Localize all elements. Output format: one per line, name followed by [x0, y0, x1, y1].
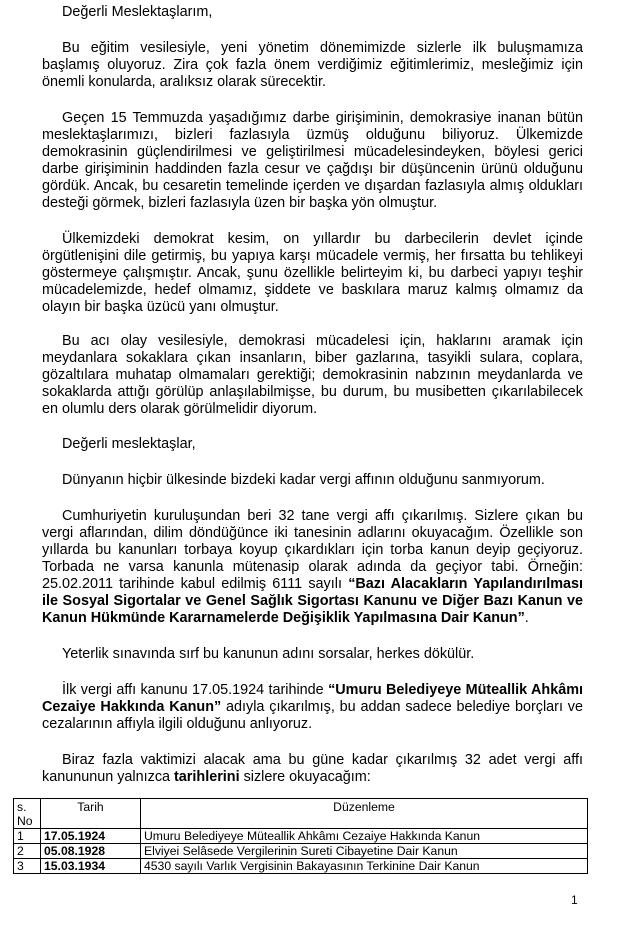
- paragraph-32-amnesties-end: .: [524, 610, 529, 626]
- row-description: 4530 sayılı Varlık Vergisinin Bakayasının Terkinine Dair Kanun: [141, 859, 588, 874]
- paragraph-coup-attempt: Geçen 15 Temmuzda yaşadığımız darbe girişiminin, demokrasiye inanan bütün meslektaşlarımızı, bizleri fazlasıyla üzmüş olduğunu biliyoruz. Ülkemizde demokrasinin güçlendirilmesi ve geliştirilmesi mücadelesindeyken, böylesi gerici darbe girişiminin haddinden fazla cesur ve çağdışı bir düşüncenin ürünü olduğunu gördük. Ancak, bu cesaretin temelinde içerden ve dışardan fazlasıyla almış oldukları desteği görmek, bizleri fazlasıyla üzen bir başka yön olmuştur.: [42, 110, 583, 211]
- paragraph-32-amnesties-text: Cumhuriyetin kuruluşundan beri 32 tane vergi affı çıkarılmış. Sizlere çıkan bu vergi aflarından, dilim döndüğünce iki tanesinin adlarını okuyacağım. Özellikle son yıllarda bu kanunları torbaya koyup çıkardıkları için torba kanun deyip geçiyoruz. Torbada ne varsa kanunla mütenasip olarak adında da geçiyor tabi. Örneğin: 25.02.2011 tarihinde kabul edilmiş 6111 sayılı: [42, 508, 583, 592]
- greeting-colleagues: Değerli meslektaşlar,: [62, 436, 196, 452]
- row-number: 3: [14, 859, 41, 874]
- paragraph-dates-intro: [42, 752, 583, 786]
- greeting: Değerli Meslektaşlarım,: [62, 4, 213, 20]
- table-header-row: [14, 799, 588, 829]
- paragraph-lesson: Bu acı olay vesilesiyle, demokrasi mücadelesi için, haklarını aramak için meydanlara sokaklara çıkan insanların, biber gazlarına, tasyikli sulara, coplara, gözaltılara muhatap olmamaları gerektiği; demokrasinin nabzının meydanlarda ve sokaklarda attığı görülüp anlaşılabilmişse, bu durum, bu musibetten çıkarılabilecek en olumlu ders olarak görülmelidir diyorum.: [42, 333, 583, 417]
- row-description: Elviyei Selâsede Vergilerinin Sureti Cibayetine Dair Kanun: [141, 844, 588, 859]
- row-date: 05.08.1928: [41, 844, 141, 859]
- row-date: 15.03.1934: [41, 859, 141, 874]
- emphasis-dates: tarihlerini: [174, 769, 240, 785]
- paragraph-first-amnesty-end: adıyla çıkarılmış, bu addan sadece belediye borçları ve cezalarının affıyla ilgili olduğunu anlıyoruz.: [42, 699, 583, 732]
- table-row: [14, 829, 588, 844]
- table-row: [14, 844, 588, 859]
- amnesty-table: [13, 798, 588, 874]
- paragraph-dates-text: Biraz fazla vaktimizi alacak ama bu güne kadar çıkarılmış 32 adet vergi affı kanununun yalnızca: [42, 752, 583, 785]
- row-number: 2: [14, 844, 41, 859]
- paragraph-first-amnesty-text: İlk vergi affı kanunu 17.05.1924 tarihinde: [62, 682, 329, 698]
- row-number: 1: [14, 829, 41, 844]
- page-number: 1: [571, 893, 578, 907]
- paragraph-tax-amnesty: Dünyanın hiçbir ülkesinde bizdeki kadar vergi affının olduğunu sanmıyorum.: [62, 472, 545, 488]
- paragraph-exam: Yeterlik sınavında sırf bu kanunun adını sorsalar, herkes dökülür.: [62, 646, 475, 662]
- row-description: Umuru Belediyeye Müteallik Ahkâmı Cezaiye Hakkında Kanun: [141, 829, 588, 844]
- law-title-1924: “Umuru Belediyeye Müteallik Ahkâmı Cezaiye Hakkında Kanun”: [42, 682, 583, 715]
- law-title-6111: “Bazı Alacakların Yapılandırılması ile Sosyal Sigortalar ve Genel Sağlık Sigortası Kanunu ve Diğer Bazı Kanun ve Kanun Hükmünde Kararnamelerde Değişiklik Yapılmasına Dair Kanun”: [42, 576, 584, 626]
- column-header-no: s. No: [14, 799, 41, 829]
- paragraph-dates-end: sizlere okuyacağım:: [239, 769, 371, 785]
- table-row: [14, 859, 588, 874]
- column-header-description: Düzenleme: [141, 799, 588, 829]
- paragraph-first-amnesty: [42, 682, 583, 733]
- row-date: 17.05.1924: [41, 829, 141, 844]
- paragraph-democrats: Ülkemizdeki demokrat kesim, on yıllardır bu darbecilerin devlet içinde örgütlenişini dile getirmiş, bu yapıya karşı mücadele vermiş, her fırsatta bu tehlikeyi göstermeye çalışmıştır. Ancak, şunu özellikle belirteyim ki, bu darbeci yapıyı teşhir mücadelemizde, hedef olmamız, şiddete ve baskılara maruz kalmış olmamız da olayın bir başka üzücü yanı olmuştur.: [42, 231, 583, 315]
- paragraph-intro: Bu eğitim vesilesiyle, yeni yönetim dönemimizde sizlerle ilk buluşmamıza başlamış oluyoruz. Zira çok fazla önem verdiğimiz eğitimlerimiz, mesleğimiz için önemli konularda, aralıksız olarak sürecektir.: [42, 40, 583, 90]
- column-header-date: Tarih: [41, 799, 141, 829]
- paragraph-32-amnesties: [42, 508, 583, 627]
